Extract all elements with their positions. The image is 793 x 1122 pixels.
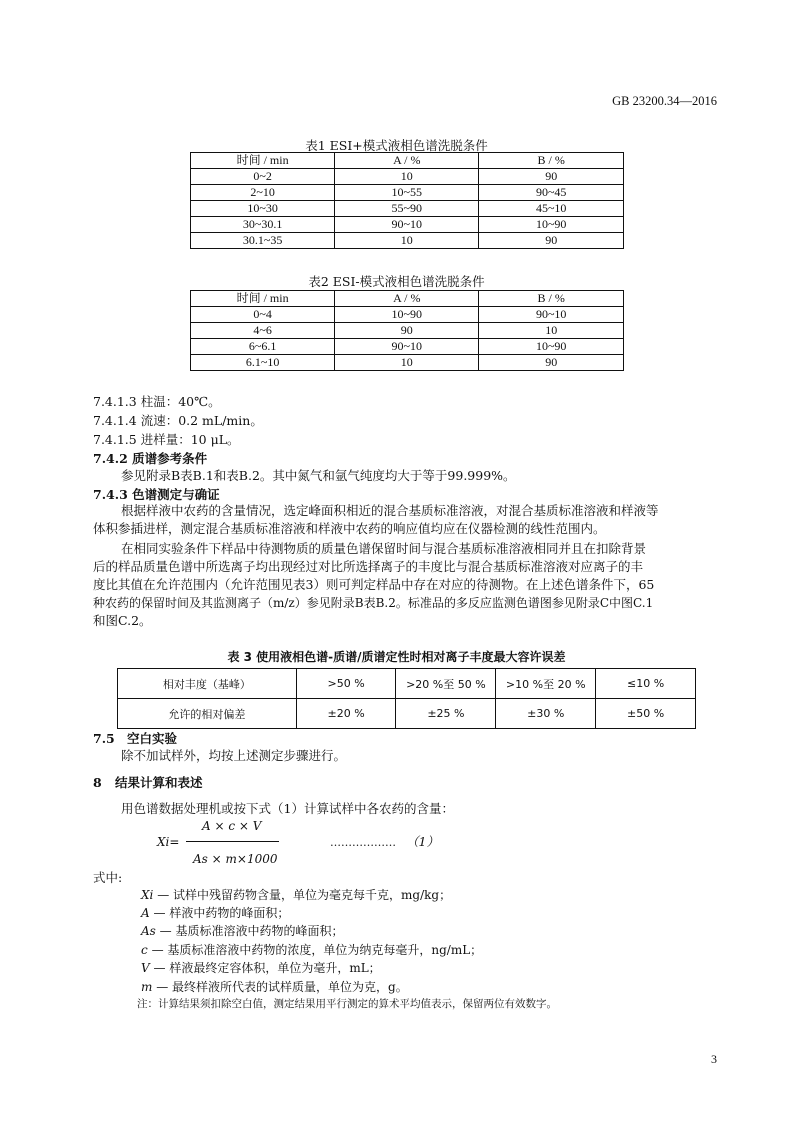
- fraction-bar: [186, 841, 279, 842]
- table-row: [118, 669, 696, 699]
- table-row: [118, 699, 696, 729]
- table-row: [191, 323, 624, 339]
- table1-cell: 10~90: [479, 217, 624, 233]
- table2-cell: 10: [335, 355, 479, 371]
- definition-symbol: m: [141, 980, 153, 994]
- table2-cell: 4~6: [191, 323, 335, 339]
- table3-caption: 表 3 使用液相色谱-质谱/质谱定性时相对离子丰度最大容许误差: [227, 650, 566, 664]
- table1-cell: 90~45: [479, 185, 624, 201]
- injection-line: 7.4.1.5 进样量：10 μL。: [93, 432, 240, 447]
- section-75-number: 7.5: [93, 731, 115, 746]
- table2-cell: 90~10: [479, 307, 624, 323]
- definition-text: — 基质标准溶液中药物的浓度，单位为纳克每毫升，ng/mL；: [151, 943, 483, 957]
- section-8-intro: 用色谱数据处理机或按下式（1）计算试样中各农药的含量：: [121, 801, 454, 816]
- flow-rate-line: 7.4.1.4 流速：0.2 mL/min。: [93, 413, 263, 428]
- definition-symbol: V: [141, 961, 150, 975]
- table2-cell: 6.1~10: [191, 355, 335, 371]
- table3-cell: ±30 %: [496, 699, 596, 729]
- section-8-title: 结果计算和表述: [115, 775, 203, 790]
- table1-cell: 30~30.1: [191, 217, 335, 233]
- section-743-p2-l3: 度比其值在允许范围内（允许范围见表3）则可判定样品中存在对应的待测物。在上述色谱条件下，65: [93, 577, 655, 592]
- table2-cell: 10~90: [479, 339, 624, 355]
- definition-symbol: As: [141, 924, 156, 938]
- table2-cell: 90: [479, 355, 624, 371]
- definition-symbol: Xi: [141, 888, 154, 902]
- section-75-title: 空白实验: [127, 731, 178, 746]
- definition-symbol: c: [141, 943, 148, 957]
- table2: [190, 290, 624, 371]
- table3-cell: 允许的相对偏差: [118, 699, 297, 729]
- table3-cell: >50 %: [296, 669, 396, 699]
- table1-cell: 90: [479, 169, 624, 185]
- table2-header: A / %: [335, 291, 479, 307]
- table2-cell: 90~10: [335, 339, 479, 355]
- table2-cell: 10: [479, 323, 624, 339]
- definition-item: [141, 922, 343, 941]
- table-row: [191, 201, 624, 217]
- table2-cell: 0~4: [191, 307, 335, 323]
- definition-item: [141, 886, 451, 905]
- standard-number: GB 23200.34—2016: [612, 94, 717, 108]
- section-743-p2-l4: 种农药的保留时间及其监测离子（m/z）参见附录B表B.2。标准品的多反应监测色谱图参见附录C中图C.1: [93, 596, 654, 610]
- definition-text: — 样液最终定容体积，单位为毫升，mL；: [153, 961, 381, 975]
- table-row: [191, 233, 624, 249]
- table3-cell: ±20 %: [296, 699, 396, 729]
- table3-cell: 相对丰度（基峰）: [118, 669, 297, 699]
- table-row: [191, 307, 624, 323]
- table2-cell: 90: [335, 323, 479, 339]
- table1-header: B / %: [479, 153, 624, 169]
- definition-text: — 样液中药物的峰面积；: [153, 906, 290, 920]
- table-row: [191, 339, 624, 355]
- table1-cell: 55~90: [335, 201, 479, 217]
- table1-cell: 45~10: [479, 201, 624, 217]
- table1-cell: 10: [335, 233, 479, 249]
- table3-cell: ±25 %: [396, 699, 496, 729]
- where-label: 式中:: [93, 870, 123, 885]
- table1-cell: 10~30: [191, 201, 335, 217]
- table3: [117, 668, 696, 729]
- section-742-body: 参见附录B表B.1和表B.2。其中氮气和氩气纯度均大于等于99.999%。: [121, 468, 516, 483]
- section-743-p1-l2: 体积参插进样，测定混合基质标准溶液和样液中农药的响应值均应在仪器检测的线性范围内。: [93, 521, 606, 536]
- table1-cell: 90: [479, 233, 624, 249]
- table-row: [191, 169, 624, 185]
- page-number: 3: [711, 1052, 717, 1066]
- definition-item: [141, 959, 381, 978]
- section-8-number: 8: [93, 775, 102, 790]
- table-row: [191, 355, 624, 371]
- table3-cell: ≤10 %: [596, 669, 696, 699]
- formula-lhs: Xi=: [157, 835, 180, 849]
- table2-header: B / %: [479, 291, 624, 307]
- table1-cell: 2~10: [191, 185, 335, 201]
- definition-text: — 试样中残留药物含量，单位为毫克每千克，mg/kg；: [157, 888, 452, 902]
- section-743-p2-l2: 后的样品质量色谱中所选离子均出现经过对比所选择离子的丰度比与混合基质标准溶液对应离子的丰: [93, 559, 644, 574]
- definition-text: — 基质标准溶液中药物的峰面积；: [159, 924, 344, 938]
- table1-cell: 0~2: [191, 169, 335, 185]
- calculation-note: 注：计算结果须扣除空白值，测定结果用平行测定的算术平均值表示，保留两位有效数字。: [137, 998, 557, 1010]
- table1-header: A / %: [335, 153, 479, 169]
- table1-header: 时间 / min: [191, 153, 335, 169]
- table1-cell: 90~10: [335, 217, 479, 233]
- table2-cell: 6~6.1: [191, 339, 335, 355]
- table3-cell: >20 %至 50 %: [396, 669, 496, 699]
- table3-cell: ±50 %: [596, 699, 696, 729]
- section-75-body: 除不加试样外，均按上述测定步骤进行。: [121, 748, 347, 763]
- definition-item: [141, 904, 289, 923]
- section-742-title: 7.4.2 质谱参考条件: [93, 451, 208, 466]
- table2-cell: 10~90: [335, 307, 479, 323]
- formula-equation-number: （1）: [406, 834, 439, 849]
- table-row: [191, 185, 624, 201]
- formula-numerator: A × c × V: [202, 819, 262, 833]
- table1-caption: 表1 ESI+模式液相色谱洗脱条件: [305, 138, 488, 153]
- column-temp-line: 7.4.1.3 柱温：40℃。: [93, 394, 221, 409]
- section-743-p1-l1: 根据样液中农药的含量情况，选定峰面积相近的混合基质标准溶液，对混合基质标准溶液和样液等: [121, 503, 659, 518]
- table1: [190, 152, 624, 249]
- definition-symbol: A: [141, 906, 150, 920]
- section-743-p2-l1: 在相同实验条件下样品中待测物质的质量色谱保留时间与混合基质标准溶液相同并且在扣除背景: [121, 541, 647, 556]
- definition-item: [141, 941, 482, 960]
- table2-caption: 表2 ESI-模式液相色谱洗脱条件: [308, 274, 485, 289]
- formula-dots: ………………: [330, 836, 396, 849]
- definition-item: [141, 978, 408, 997]
- table-row: [191, 217, 624, 233]
- table1-cell: 10~55: [335, 185, 479, 201]
- formula-denominator: As × m×1000: [193, 852, 278, 866]
- table1-cell: 30.1~35: [191, 233, 335, 249]
- section-743-title: 7.4.3 色谱测定与确证: [93, 487, 220, 502]
- definition-text: — 最终样液所代表的试样质量，单位为克，g。: [156, 980, 408, 994]
- section-743-p2-l5: 和图C.2。: [93, 613, 152, 628]
- table3-cell: >10 %至 20 %: [496, 669, 596, 699]
- table1-cell: 10: [335, 169, 479, 185]
- table2-header: 时间 / min: [191, 291, 335, 307]
